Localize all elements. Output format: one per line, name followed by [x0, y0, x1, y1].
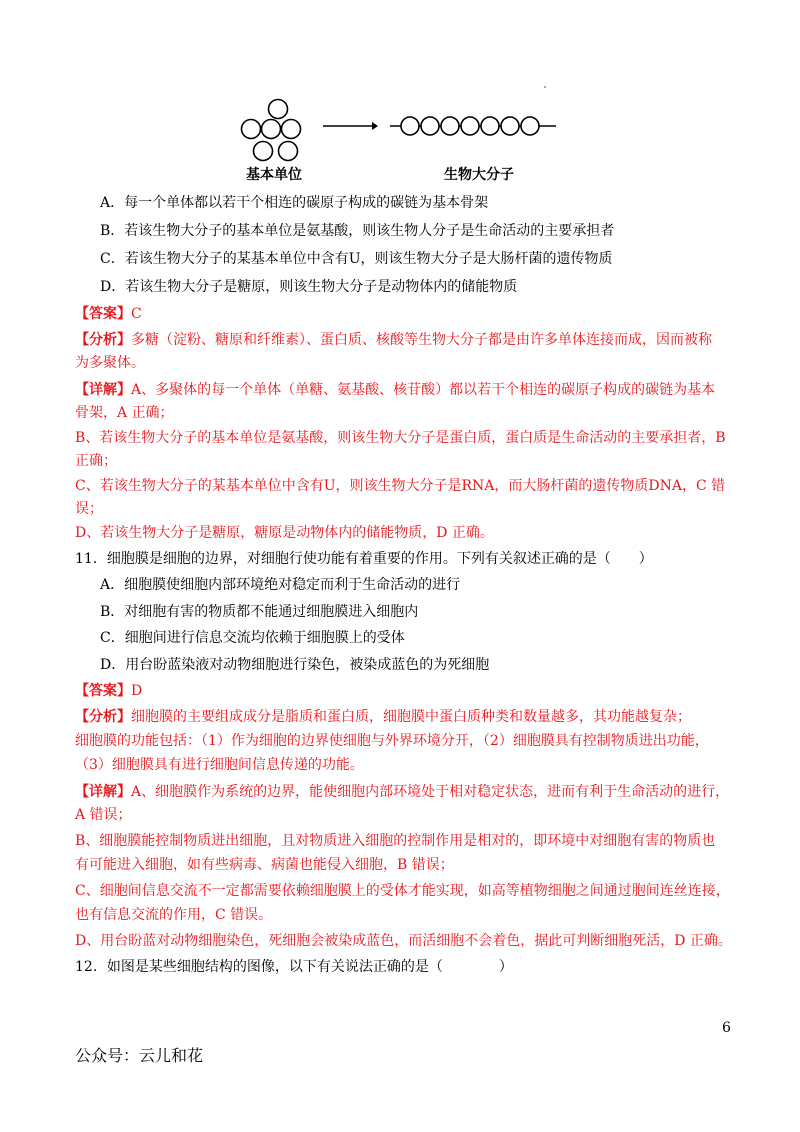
answer-tag: 【答案】 [75, 683, 131, 699]
q12-stem: 12．如图是某些细胞结构的图像，以下有关说法正确的是（ ） [75, 959, 513, 975]
polymer-chain [390, 117, 556, 135]
q11-detail [75, 782, 735, 802]
q11-detail-line: 有可能进入细胞，如有些病毒、病菌也能侵入细胞，B 错误； [75, 857, 454, 873]
monomer-circle [269, 100, 288, 119]
answer-tag: 【答案】 [75, 306, 131, 322]
q10-option-c: C．若该生物大分子的某基本单位中含有U，则该生物大分子是大肠杆菌的遗传物质 [100, 251, 613, 267]
page-number: 6 [722, 1020, 731, 1036]
q11-detail-line: 也有信息交流的作用，C 错误。 [75, 907, 273, 923]
q11-detail-line: D、用台盼蓝对动物细胞染色，死细胞会被染成蓝色，而活细胞不会着色，据此可判断细胞死活，D 正确。 [75, 933, 732, 949]
q10-detail-line: 误； [75, 501, 103, 517]
monomer-polymer-figure [230, 92, 570, 192]
analysis-line: 细胞膜的主要组成成分是脂质和蛋白质，细胞膜中蛋白质种类和数量越多，其功能越复杂； [131, 709, 691, 725]
q11-analysis-line: 细胞膜的功能包括：（1）作为细胞的边界使细胞与外界环境分开，（2）细胞膜具有控制物质进出功能， [75, 733, 709, 749]
q11-analysis-line: （3）细胞膜具有进行细胞间信息传递的功能。 [75, 757, 364, 773]
arrow [323, 122, 378, 130]
detail-tag: 【详解】 [75, 382, 131, 398]
analysis-tag: 【分析】 [75, 332, 131, 348]
analysis-line: 多糖（淀粉、糖原和纤维素）、蛋白质、核酸等生物大分子都是由许多单体连接而成，因而被称 [131, 332, 712, 348]
q10-detail-line: D、若该生物大分子是糖原，糖原是动物体内的储能物质，D 正确。 [75, 525, 494, 541]
q11-detail-line: A 错误； [75, 807, 132, 823]
speck [544, 86, 546, 88]
q11-analysis [75, 707, 735, 727]
q11-detail-line: C、细胞间信息交流不一定都需要依赖细胞膜上的受体才能实现，如高等植物细胞之间通过胞间连丝连接， [75, 883, 730, 899]
q10-detail-line: 正确； [75, 453, 117, 469]
monomer-cluster [242, 100, 301, 161]
monomer-circle [282, 120, 301, 139]
monomer-circle [242, 120, 261, 139]
macromolecule-label: 生物大分子 [444, 167, 514, 183]
analysis-tag: 【分析】 [75, 709, 131, 725]
q11-option-c: C．细胞间进行信息交流均依赖于细胞膜上的受体 [100, 630, 405, 646]
q10-option-b: B．若该生物大分子的基本单位是氨基酸，则该生物人分子是生命活动的主要承担者 [100, 223, 615, 239]
q10-analysis-line: 为多聚体。 [75, 355, 145, 371]
answer-value: D [131, 683, 143, 699]
q11-option-a: A．细胞膜使细胞内部环境绝对稳定而利于生命活动的进行 [100, 577, 461, 593]
q11-answer [75, 681, 735, 701]
detail-line: A、细胞膜作为系统的边界，能使细胞内部环境处于相对稳定状态，进而有利于生命活动的进行， [131, 784, 730, 800]
detail-line: A、多聚体的每一个单体（单糖、氨基酸、核苷酸）都以若干个相连的碳原子构成的碳链为基本 [131, 382, 716, 398]
q10-option-d: D．若该生物大分子是糖原，则该生物大分子是动物体内的储能物质 [100, 279, 518, 295]
monomer-circle [262, 120, 281, 139]
q11-option-b: B．对细胞有害的物质都不能通过细胞膜进入细胞内 [100, 604, 419, 620]
q10-detail-line: 骨架，A 正确； [75, 405, 174, 421]
basic-unit-label: 基本单位 [246, 167, 302, 183]
q10-detail [75, 380, 735, 400]
footer-text: 公众号：云儿和花 [75, 1046, 204, 1065]
q11-detail-line: B、细胞膜能控制物质进出细胞，且对物质进入细胞的控制作用是相对的，即环境中对细胞有害的物质也 [75, 833, 716, 849]
q10-detail-line: B、若该生物大分子的基本单位是氨基酸，则该生物大分子是蛋白质，蛋白质是生命活动的主要承担者，B [75, 430, 726, 446]
q11-option-d: D．用台盼蓝染液对动物细胞进行染色，被染成蓝色的为死细胞 [100, 657, 490, 673]
q11-stem: 11．细胞膜是细胞的边界，对细胞行使功能有着重要的作用。下列有关叙述正确的是（ ） [75, 551, 653, 567]
monomer-circle [279, 142, 298, 161]
q10-option-a: A．每一个单体都以若干个相连的碳原子构成的碳链为基本骨架 [100, 195, 489, 211]
answer-value: C [131, 306, 142, 322]
q10-analysis [75, 330, 735, 350]
q10-answer [75, 304, 735, 324]
detail-tag: 【详解】 [75, 784, 131, 800]
q10-detail-line: C、若该生物大分子的某基本单位中含有U，则该生物大分子是RNA，而大肠杆菌的遗传物质DNA，C 错 [75, 478, 726, 494]
monomer-circle [254, 142, 273, 161]
